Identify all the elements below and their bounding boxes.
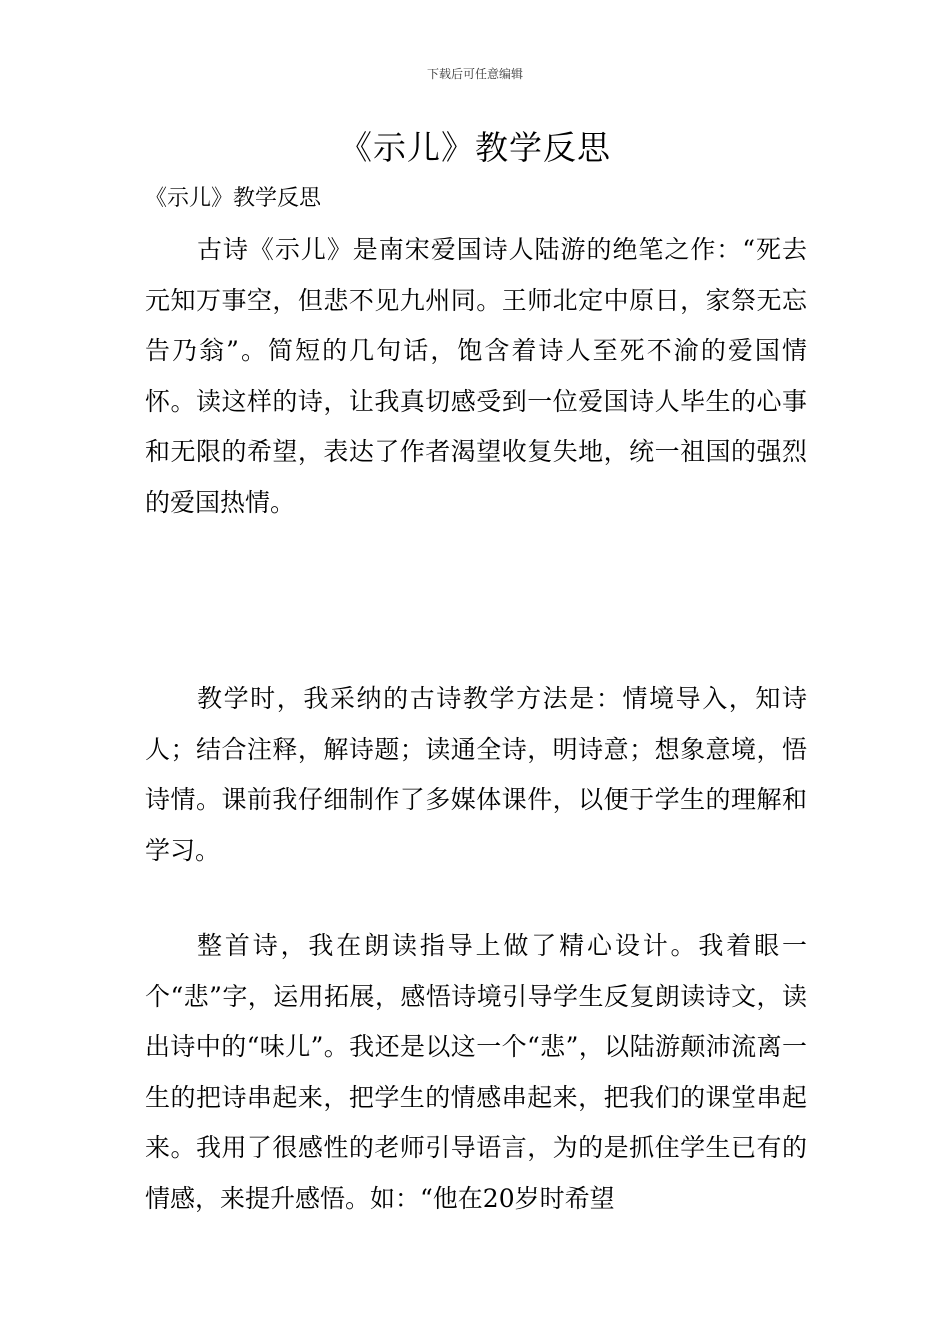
page-title: 《示儿》教学反思 — [339, 128, 611, 167]
header-note: 下载后可任意编辑 — [426, 67, 523, 81]
paragraph-intro: 古诗《示儿》是南宋爱国诗人陆游的绝笔之作：“死去元知万事空，但悲不见九州同。王师北定中原日，家祭无忘告乃翁”。简短的几句话，饱含着诗人至死不渝的爱国情怀。读这样的诗，让我真切感受到一位爱国诗人毕生的心事和无限的希望，表达了作者渴望收复失地，统一祖国的强烈的爱国热情。 — [145, 235, 807, 517]
paragraph-teaching-method: 教学时，我采纳的古诗教学方法是：情境导入，知诗人；结合注释，解诗题；读通全诗，明诗意；想象意境，悟诗情。课前我仔细制作了多媒体课件，以便于学生的理解和学习。 — [145, 684, 807, 865]
page-subtitle: 《示儿》教学反思 — [145, 186, 322, 211]
paragraph-reading-guidance: 整首诗，我在朗读指导上做了精心设计。我着眼一个“悲”字，运用拓展，感悟诗境引导学生反复朗读诗文，读出诗中的“味儿”。我还是以这一个“悲”，以陆游颠沛流离一生的把诗串起来，把学生的情感串起来，把我们的课堂串起来。我用了很感性的老师引导语言，为的是抓住学生已有的情感，来提升感悟。如：“他在20岁时希望 — [145, 931, 807, 1213]
